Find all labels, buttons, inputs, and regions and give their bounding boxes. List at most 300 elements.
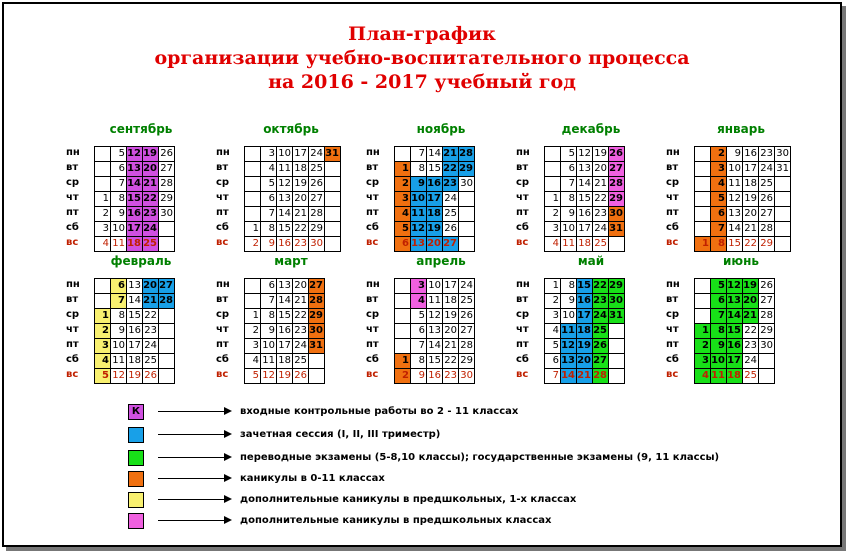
day-cell: 6: [260, 191, 276, 206]
day-label: пн: [666, 279, 680, 290]
day-cell: 5: [560, 146, 576, 161]
day-cell: 9: [260, 323, 276, 338]
day-cell: 24: [758, 161, 774, 176]
day-cell: 21: [592, 176, 608, 191]
day-cell: 9: [260, 236, 276, 251]
day-cell: 7: [560, 176, 576, 191]
day-cell: 25: [142, 353, 158, 368]
day-cell: 28: [159, 295, 173, 306]
day-cell: 15: [726, 236, 742, 251]
day-cell: 6: [710, 293, 726, 308]
day-cell: 30: [458, 176, 474, 191]
grid-border: [694, 278, 775, 384]
arrow-right-icon: [158, 457, 230, 458]
day-label: пн: [66, 147, 80, 158]
day-cell: 17: [577, 310, 591, 321]
day-cell: 14: [576, 176, 592, 191]
month-5: [666, 122, 816, 253]
day-cell: 12: [411, 223, 425, 234]
day-cell: 22: [142, 308, 158, 323]
day-cell: 13: [426, 323, 442, 338]
day-cell: 23: [758, 146, 774, 161]
day-cell: 16: [576, 206, 592, 221]
day-label: вт: [216, 294, 229, 305]
day-cell: 20: [592, 161, 608, 176]
legend-text: входные контрольные работы во 2 - 11 классах: [240, 406, 519, 417]
day-cell: 23: [443, 178, 457, 189]
day-cell: 12: [260, 368, 276, 383]
day-cell: 18: [576, 236, 592, 251]
day-cell: 28: [158, 176, 174, 191]
day-cell: 10: [560, 308, 576, 323]
day-cell: 24: [308, 146, 324, 161]
day-cell: 11: [726, 176, 742, 191]
month-name: декабрь: [561, 122, 621, 136]
day-label: вс: [66, 237, 79, 248]
day-label: ср: [366, 309, 380, 320]
day-cell: 16: [426, 368, 442, 383]
day-label: чт: [216, 324, 229, 335]
day-label: ср: [516, 177, 530, 188]
day-cell: 14: [126, 293, 142, 308]
day-label: вт: [516, 162, 529, 173]
day-cell: 1: [94, 191, 110, 206]
day-label: пт: [666, 207, 679, 218]
legend-text: каникулы в 0-11 классах: [240, 473, 385, 484]
day-cell: 8: [110, 308, 126, 323]
day-cell: 27: [593, 355, 607, 366]
month-name: июнь: [723, 254, 759, 268]
day-label: чт: [516, 324, 529, 335]
day-cell: 29: [459, 163, 473, 174]
day-cell: 28: [593, 370, 607, 381]
day-cell: 13: [727, 295, 741, 306]
day-cell: 20: [292, 278, 308, 293]
day-label: чт: [66, 192, 79, 203]
day-cell: 31: [325, 148, 339, 159]
day-label: ср: [366, 177, 380, 188]
plan-frame: [2, 2, 842, 547]
day-cell: 22: [292, 221, 308, 236]
day-cell: 31: [609, 223, 623, 234]
day-cell: 4: [544, 236, 560, 251]
day-label: сб: [66, 222, 79, 233]
day-cell: 30: [609, 208, 623, 219]
day-cell: 27: [309, 280, 323, 291]
day-cell: 4: [260, 161, 276, 176]
day-cell: 16: [276, 236, 292, 251]
grid-border: [394, 146, 475, 252]
day-cell: 15: [727, 325, 741, 336]
day-cell: 24: [442, 191, 458, 206]
day-cell: 26: [593, 340, 607, 351]
day-cell: 15: [276, 308, 292, 323]
day-cell: 15: [576, 191, 592, 206]
day-cell: 29: [758, 236, 774, 251]
day-cell: 27: [159, 280, 173, 291]
day-cell: 27: [758, 293, 774, 308]
day-label: пн: [516, 279, 530, 290]
day-cell: 22: [742, 323, 758, 338]
day-label: пн: [366, 147, 380, 158]
grid-border: [394, 278, 475, 384]
month-4: [516, 122, 666, 253]
day-label: пт: [216, 207, 229, 218]
day-cell: 28: [459, 148, 473, 159]
day-cell: 21: [442, 338, 458, 353]
day-cell: 1: [394, 353, 410, 368]
day-cell: 14: [727, 310, 741, 321]
day-cell: 18: [577, 325, 591, 336]
day-cell: 25: [593, 325, 607, 336]
day-cell: 7: [260, 206, 276, 221]
day-cell: 22: [292, 308, 308, 323]
day-cell: 13: [127, 163, 141, 174]
day-cell: 6: [410, 323, 426, 338]
day-cell: 8: [710, 236, 726, 251]
day-cell: 26: [609, 148, 623, 159]
day-label: сб: [516, 222, 529, 233]
day-cell: 5: [710, 278, 726, 293]
day-cell: 5: [410, 308, 426, 323]
day-label: ср: [66, 177, 80, 188]
day-cell: 31: [774, 161, 790, 176]
day-cell: 11: [411, 208, 425, 219]
day-cell: 3: [244, 338, 260, 353]
day-cell: 16: [742, 146, 758, 161]
day-cell: 21: [143, 178, 157, 189]
month-name: ноябрь: [416, 122, 466, 136]
day-cell: 9: [560, 293, 576, 308]
title-line-2: организации учебно-воспитательного процесса: [154, 47, 690, 69]
day-cell: 8: [260, 308, 276, 323]
day-cell: 17: [742, 161, 758, 176]
day-cell: 2: [544, 206, 560, 221]
day-label: вт: [66, 294, 79, 305]
day-cell: 18: [276, 353, 292, 368]
month-name: май: [577, 254, 605, 268]
day-label: вт: [666, 162, 679, 173]
arrow-right-icon: [158, 499, 230, 500]
day-cell: 8: [410, 161, 426, 176]
day-cell: 5: [544, 338, 560, 353]
day-cell: 20: [143, 280, 157, 291]
day-cell: 27: [609, 163, 623, 174]
day-cell: 15: [127, 193, 141, 204]
day-cell: 28: [758, 221, 774, 236]
day-cell: 6: [110, 278, 126, 293]
day-cell: 23: [593, 295, 607, 306]
day-cell: 1: [394, 161, 410, 176]
day-cell: 21: [743, 310, 757, 321]
day-cell: 25: [742, 368, 758, 383]
day-cell: 22: [593, 280, 607, 291]
day-label: пт: [66, 207, 79, 218]
day-cell: 26: [442, 221, 458, 236]
day-cell: 29: [158, 191, 174, 206]
day-cell: 21: [577, 370, 591, 381]
day-cell: 29: [609, 280, 623, 291]
day-label: вт: [516, 294, 529, 305]
day-cell: 12: [727, 280, 741, 291]
day-label: сб: [666, 354, 679, 365]
day-cell: 18: [127, 238, 141, 249]
day-cell: 4: [94, 236, 110, 251]
day-cell: 10: [110, 221, 126, 236]
day-cell: 4: [410, 293, 426, 308]
page-title: [4, 22, 840, 94]
day-cell: 30: [758, 338, 774, 353]
day-cell: 18: [727, 370, 741, 381]
day-cell: 2: [394, 176, 410, 191]
day-cell: 30: [309, 325, 323, 336]
day-cell: 16: [577, 295, 591, 306]
day-cell: 27: [458, 323, 474, 338]
day-cell: 27: [758, 206, 774, 221]
day-cell: 4: [94, 353, 110, 368]
month-8: [366, 254, 516, 385]
title-line-1: План-график: [348, 23, 496, 45]
legend-swatch: [128, 471, 144, 487]
day-cell: 25: [292, 353, 308, 368]
day-cell: 16: [126, 323, 142, 338]
day-cell: 14: [127, 178, 141, 189]
day-cell: 9: [410, 176, 426, 191]
legend-swatch: [128, 492, 144, 508]
day-label: сб: [66, 354, 79, 365]
day-cell: 19: [427, 223, 441, 234]
day-cell: 5: [394, 221, 410, 236]
arrow-right-icon: [158, 478, 230, 479]
day-label: пт: [516, 339, 529, 350]
day-cell: 17: [442, 278, 458, 293]
day-cell: 28: [758, 308, 774, 323]
day-cell: 10: [560, 221, 576, 236]
day-label: вс: [216, 237, 229, 248]
day-cell: 26: [142, 368, 158, 383]
day-cell: 2: [244, 323, 260, 338]
day-label: сб: [366, 354, 379, 365]
day-cell: 30: [458, 368, 474, 383]
day-label: пн: [216, 279, 230, 290]
month-10: [666, 254, 816, 385]
day-cell: 30: [609, 295, 623, 306]
day-cell: 10: [426, 278, 442, 293]
month-9: [516, 254, 666, 385]
day-cell: 5: [244, 368, 260, 383]
day-cell: 24: [142, 338, 158, 353]
day-cell: 11: [110, 236, 126, 251]
day-cell: 13: [276, 191, 292, 206]
day-cell: 8: [410, 353, 426, 368]
day-cell: 2: [710, 146, 726, 161]
day-cell: 9: [710, 338, 726, 353]
day-cell: 6: [260, 278, 276, 293]
grid-border: [544, 278, 625, 384]
day-cell: 9: [110, 206, 126, 221]
day-cell: 3: [410, 278, 426, 293]
month-7: [216, 254, 366, 385]
day-cell: 17: [576, 221, 592, 236]
day-cell: 16: [127, 208, 141, 219]
day-cell: 12: [110, 368, 126, 383]
grid-border: [244, 146, 341, 252]
day-cell: 4: [694, 368, 710, 383]
day-cell: 11: [276, 161, 292, 176]
day-cell: 19: [442, 308, 458, 323]
grid-border: [94, 146, 175, 252]
day-cell: 26: [308, 176, 324, 191]
day-label: чт: [366, 192, 379, 203]
day-cell: 15: [577, 280, 591, 291]
day-cell: 8: [560, 278, 576, 293]
day-cell: 7: [410, 338, 426, 353]
day-cell: 17: [292, 146, 308, 161]
day-cell: 19: [143, 148, 157, 159]
day-cell: 14: [561, 370, 575, 381]
day-cell: 23: [143, 208, 157, 219]
day-cell: 12: [426, 308, 442, 323]
day-cell: 14: [276, 206, 292, 221]
day-cell: 9: [560, 206, 576, 221]
day-cell: 14: [726, 221, 742, 236]
day-cell: 18: [742, 176, 758, 191]
day-label: пт: [66, 339, 79, 350]
day-cell: 21: [443, 148, 457, 159]
day-cell: 26: [758, 191, 774, 206]
day-cell: 29: [309, 310, 323, 321]
day-cell: 19: [743, 280, 757, 291]
day-cell: 13: [726, 206, 742, 221]
day-cell: 9: [410, 368, 426, 383]
day-cell: 7: [110, 293, 126, 308]
day-cell: 1: [94, 308, 110, 323]
day-cell: 14: [426, 146, 442, 161]
legend-swatch: К: [128, 404, 144, 420]
day-cell: 3: [694, 353, 710, 368]
day-cell: 17: [126, 338, 142, 353]
day-label: вс: [366, 369, 379, 380]
day-cell: 9: [726, 146, 742, 161]
day-cell: 14: [276, 293, 292, 308]
day-cell: 20: [143, 163, 157, 174]
day-cell: 5: [710, 191, 726, 206]
day-label: чт: [216, 192, 229, 203]
day-label: вс: [216, 369, 229, 380]
day-cell: 4: [710, 176, 726, 191]
day-cell: 11: [110, 353, 126, 368]
day-cell: 1: [544, 191, 560, 206]
day-cell: 10: [411, 193, 425, 204]
day-cell: 15: [276, 221, 292, 236]
day-cell: 3: [94, 338, 110, 353]
day-cell: 28: [609, 178, 623, 189]
day-cell: 20: [427, 238, 441, 249]
day-label: вс: [66, 369, 79, 380]
day-cell: 16: [727, 340, 741, 351]
day-cell: 21: [143, 295, 157, 306]
grid-border: [694, 146, 791, 252]
day-cell: 3: [710, 161, 726, 176]
day-label: вс: [366, 237, 379, 248]
day-cell: 24: [143, 223, 157, 234]
day-cell: 7: [110, 176, 126, 191]
grid-border: [244, 278, 325, 384]
day-cell: 29: [308, 221, 324, 236]
day-cell: 19: [276, 368, 292, 383]
day-cell: 6: [544, 353, 560, 368]
day-label: пн: [516, 147, 530, 158]
day-cell: 12: [561, 340, 575, 351]
arrow-right-icon: [158, 434, 230, 435]
day-cell: 13: [126, 278, 142, 293]
legend-swatch: [128, 513, 144, 529]
day-cell: 8: [110, 191, 126, 206]
day-cell: 23: [742, 338, 758, 353]
day-cell: 20: [742, 206, 758, 221]
day-cell: 24: [742, 353, 758, 368]
day-cell: 31: [309, 340, 323, 351]
day-cell: 11: [711, 370, 725, 381]
day-label: чт: [666, 324, 679, 335]
day-cell: 15: [126, 308, 142, 323]
day-cell: 19: [577, 340, 591, 351]
grid-border: [94, 278, 175, 384]
day-cell: 7: [260, 293, 276, 308]
day-label: пт: [366, 339, 379, 350]
day-cell: 19: [292, 176, 308, 191]
day-cell: 24: [458, 278, 474, 293]
month-name: февраль: [110, 254, 172, 268]
day-cell: 10: [711, 355, 725, 366]
day-cell: 1: [544, 278, 560, 293]
day-label: сб: [216, 222, 229, 233]
day-cell: 11: [560, 236, 576, 251]
legend-text: зачетная сессия (I, II, III триместр): [240, 429, 441, 440]
day-cell: 25: [758, 176, 774, 191]
day-cell: 24: [592, 221, 608, 236]
day-cell: 11: [561, 325, 575, 336]
day-label: сб: [666, 222, 679, 233]
day-cell: 8: [710, 323, 726, 338]
day-cell: 2: [244, 236, 260, 251]
day-cell: 26: [758, 278, 774, 293]
day-cell: 20: [743, 295, 757, 306]
day-cell: 25: [143, 238, 157, 249]
day-cell: 11: [260, 353, 276, 368]
day-label: ср: [216, 177, 230, 188]
month-3: [366, 122, 516, 253]
day-cell: 11: [426, 293, 442, 308]
day-cell: 25: [592, 236, 608, 251]
day-label: вт: [666, 294, 679, 305]
day-cell: 3: [94, 221, 110, 236]
month-name: сентябрь: [109, 122, 173, 136]
day-cell: 27: [308, 191, 324, 206]
month-2: [216, 122, 366, 253]
day-cell: 1: [244, 308, 260, 323]
day-cell: 2: [94, 206, 110, 221]
day-label: пн: [666, 147, 680, 158]
day-cell: 22: [143, 193, 157, 204]
day-label: пн: [66, 279, 80, 290]
day-label: ср: [216, 309, 230, 320]
day-cell: 27: [443, 238, 457, 249]
day-cell: 31: [609, 310, 623, 321]
day-label: вт: [216, 162, 229, 173]
legend-swatch: [128, 427, 144, 443]
day-cell: 13: [576, 161, 592, 176]
